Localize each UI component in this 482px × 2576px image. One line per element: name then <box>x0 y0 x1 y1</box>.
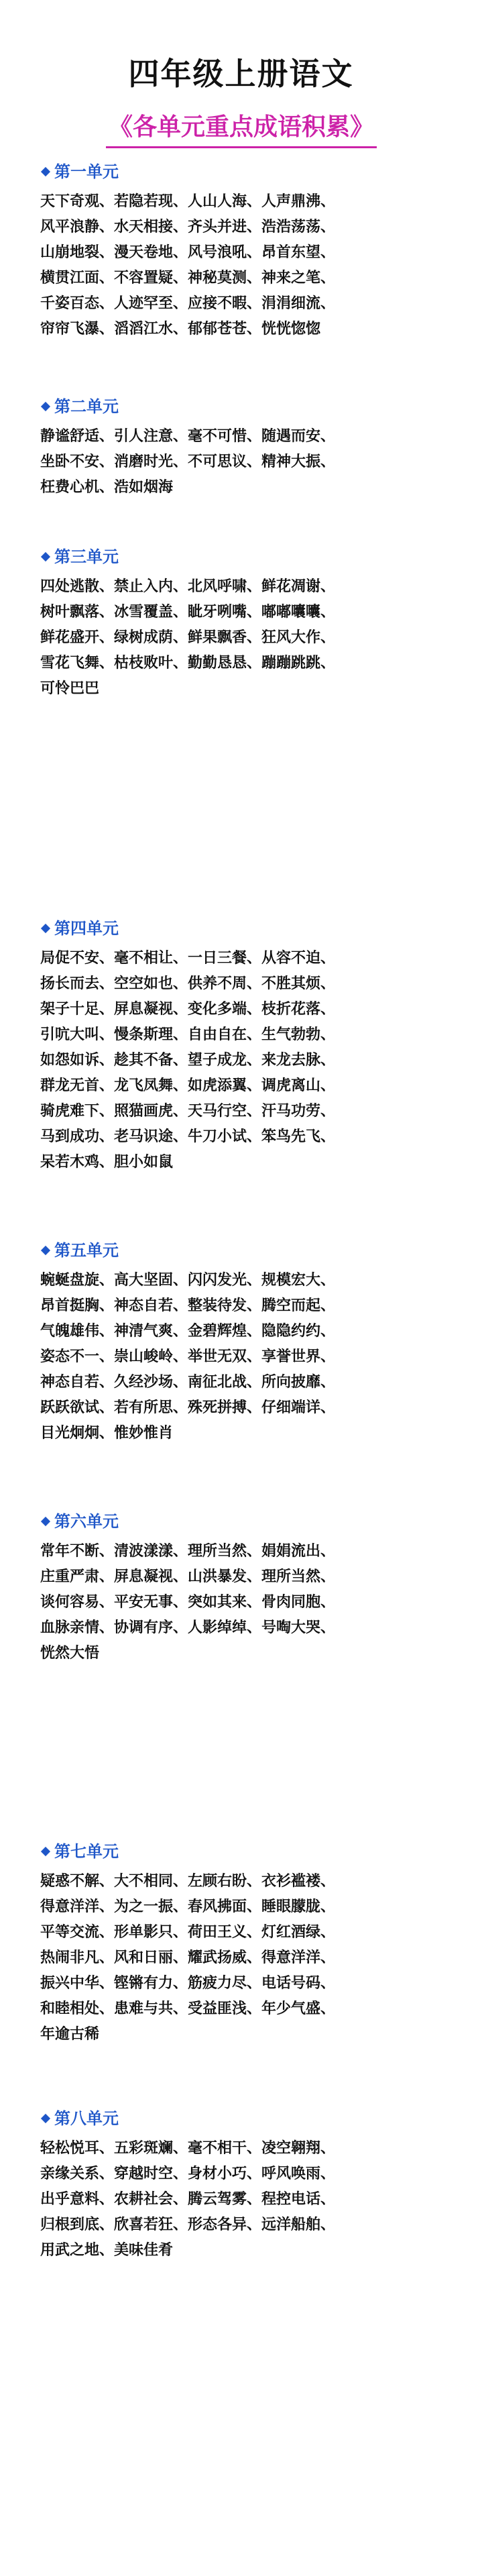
unit-heading-label: 第七单元 <box>54 1842 119 1861</box>
idiom-line: 横贯江面、不容置疑、神秘莫测、神来之笔、 <box>40 270 336 286</box>
idiom-list <box>40 574 456 702</box>
idiom-line: 架子十足、屏息凝视、变化多端、枝折花落、 <box>40 1001 336 1018</box>
unit-heading <box>40 1237 456 1264</box>
idiom-line: 群龙无首、龙飞凤舞、如虎添翼、调虎离山、 <box>40 1077 336 1094</box>
unit-heading-label: 第六单元 <box>54 1512 119 1531</box>
idiom-line: 风平浪静、水天相接、齐头并进、浩浩荡荡、 <box>40 219 336 235</box>
unit-heading-label: 第三单元 <box>54 547 119 566</box>
subtitle-wrap <box>101 111 382 148</box>
idiom-line: 平等交流、形单影只、荷田王义、灯红酒绿、 <box>40 1924 336 1941</box>
idiom-line: 血脉亲情、协调有序、人影绰绰、号啕大哭、 <box>40 1619 336 1636</box>
idiom-line: 神态自若、久经沙场、南征北战、所向披靡、 <box>40 1374 336 1391</box>
idiom-line: 如怨如诉、趁其不备、望子成龙、来龙去脉、 <box>40 1052 336 1069</box>
unit-heading <box>40 1838 456 1865</box>
unit-heading <box>40 158 456 185</box>
idiom-list <box>40 1869 456 2047</box>
idiom-line: 帘帘飞瀑、滔滔江水、郁郁苍苍、恍恍惚惚 <box>40 321 321 337</box>
unit-heading-label: 第八单元 <box>54 2109 119 2128</box>
unit-heading-label: 第一单元 <box>54 162 119 181</box>
idiom-line: 轻松悦耳、五彩斑斓、毫不相干、凌空翱翔、 <box>40 2140 336 2157</box>
idiom-line: 出乎意料、农耕社会、腾云驾雾、程控电话、 <box>40 2191 336 2208</box>
idiom-line: 马到成功、老马识途、牛刀小试、笨鸟先飞、 <box>40 1128 336 1145</box>
idiom-list <box>40 1539 456 1666</box>
idiom-line: 气魄雄伟、神清气爽、金碧辉煌、隐隐约约、 <box>40 1323 336 1340</box>
idiom-line: 树叶飘落、冰雪覆盖、眦牙咧嘴、嘟嘟囔囔、 <box>40 604 336 621</box>
idiom-line: 常年不断、清波漾漾、理所当然、娟娟流出、 <box>40 1543 336 1560</box>
idiom-line: 用武之地、美味佳肴 <box>40 2242 174 2259</box>
idiom-line: 疑惑不解、大不相同、左顾右盼、衣衫褴褛、 <box>40 1873 336 1890</box>
unit-section-7 <box>40 1838 456 2047</box>
idiom-line: 振兴中华、铿锵有力、筋疲力尽、电话号码、 <box>40 1975 336 1992</box>
idiom-line: 谈何容易、平安无事、突如其来、骨肉同胞、 <box>40 1594 336 1611</box>
idiom-list <box>40 1268 456 1446</box>
idiom-list <box>40 424 456 500</box>
idiom-list <box>40 189 456 342</box>
idiom-line: 亲缘关系、穿越时空、身材小巧、呼风唤雨、 <box>40 2165 336 2182</box>
page-title: 四年级上册语文 <box>128 56 354 92</box>
diamond-bullet-icon <box>41 1246 50 1255</box>
idiom-line: 雪花飞舞、枯枝败叶、勤勤恳恳、蹦蹦跳跳、 <box>40 655 336 672</box>
idiom-line: 扬长而去、空空如也、供养不周、不胜其烦、 <box>40 975 336 992</box>
idiom-line: 四处逃散、禁止入内、北风呼啸、鲜花凋谢、 <box>40 578 336 595</box>
idiom-line: 呆若木鸡、胆小如鼠 <box>40 1154 174 1171</box>
unit-heading <box>40 1508 456 1535</box>
idiom-line: 鲜花盛开、绿树成荫、鲜果飘香、狂风大作、 <box>40 629 336 646</box>
unit-section-6 <box>40 1508 456 1666</box>
idiom-line: 昂首挺胸、神态自若、整装待发、腾空而起、 <box>40 1297 336 1314</box>
idiom-line: 蜿蜒盘旋、高大坚固、闪闪发光、规模宏大、 <box>40 1272 336 1289</box>
idiom-line: 庄重严肃、屏息凝视、山洪暴发、理所当然、 <box>40 1568 336 1585</box>
unit-section-1 <box>40 158 456 342</box>
unit-heading <box>40 2105 456 2132</box>
unit-heading <box>40 915 456 942</box>
diamond-bullet-icon <box>41 2114 50 2123</box>
unit-section-3 <box>40 543 456 702</box>
idiom-line: 千姿百态、人迹罕至、应接不暇、涓涓细流、 <box>40 295 336 312</box>
idiom-line: 跃跃欲试、若有所思、殊死拼搏、仔细端详、 <box>40 1399 336 1416</box>
idiom-line: 得意洋洋、为之一振、春风拂面、睡眼朦胧、 <box>40 1898 336 1915</box>
idiom-line: 静谧舒适、引人注意、毫不可惜、随遇而安、 <box>40 428 336 445</box>
idiom-line: 骑虎难下、照猫画虎、天马行空、汗马功劳、 <box>40 1103 336 1120</box>
idiom-list <box>40 946 456 1175</box>
diamond-bullet-icon <box>41 1847 50 1856</box>
idiom-line: 坐卧不安、消磨时光、不可思议、精神大振、 <box>40 453 336 470</box>
unit-section-2 <box>40 393 456 500</box>
unit-heading <box>40 543 456 570</box>
diamond-bullet-icon <box>41 924 50 933</box>
unit-section-5 <box>40 1237 456 1446</box>
idiom-line: 枉费心机、浩如烟海 <box>40 479 174 496</box>
unit-section-8 <box>40 2105 456 2263</box>
unit-heading <box>40 393 456 420</box>
diamond-bullet-icon <box>41 167 50 176</box>
idiom-line: 引吭大叫、慢条斯理、自由自在、生气勃勃、 <box>40 1026 336 1043</box>
unit-section-4 <box>40 915 456 1175</box>
unit-heading-label: 第五单元 <box>54 1241 119 1260</box>
idiom-line: 和睦相处、患难与共、受益匪浅、年少气盛、 <box>40 2000 336 2017</box>
idiom-list <box>40 2136 456 2263</box>
unit-heading-label: 第二单元 <box>54 397 119 416</box>
idiom-line: 天下奇观、若隐若现、人山人海、人声鼎沸、 <box>40 193 336 210</box>
idiom-line: 归根到底、欣喜若狂、形态各异、远洋船舶、 <box>40 2216 336 2233</box>
idiom-line: 山崩地裂、漫天卷地、风号浪吼、昂首东望、 <box>40 244 336 261</box>
diamond-bullet-icon <box>41 552 50 561</box>
idiom-line: 年逾古稀 <box>40 2026 100 2043</box>
diamond-bullet-icon <box>41 402 50 411</box>
page-subtitle: 《各单元重点成语积累》 <box>106 111 377 148</box>
unit-heading-label: 第四单元 <box>54 919 119 938</box>
idiom-line: 热闹非凡、风和日丽、耀武扬威、得意洋洋、 <box>40 1949 336 1966</box>
idiom-line: 姿态不一、崇山峻岭、举世无双、享誉世界、 <box>40 1348 336 1365</box>
idiom-line: 可怜巴巴 <box>40 680 100 697</box>
idiom-line: 目光炯炯、惟妙惟肖 <box>40 1425 174 1442</box>
diamond-bullet-icon <box>41 1517 50 1526</box>
idiom-line: 局促不安、毫不相让、一日三餐、从容不迫、 <box>40 950 336 967</box>
idiom-line: 恍然大悟 <box>40 1645 100 1662</box>
